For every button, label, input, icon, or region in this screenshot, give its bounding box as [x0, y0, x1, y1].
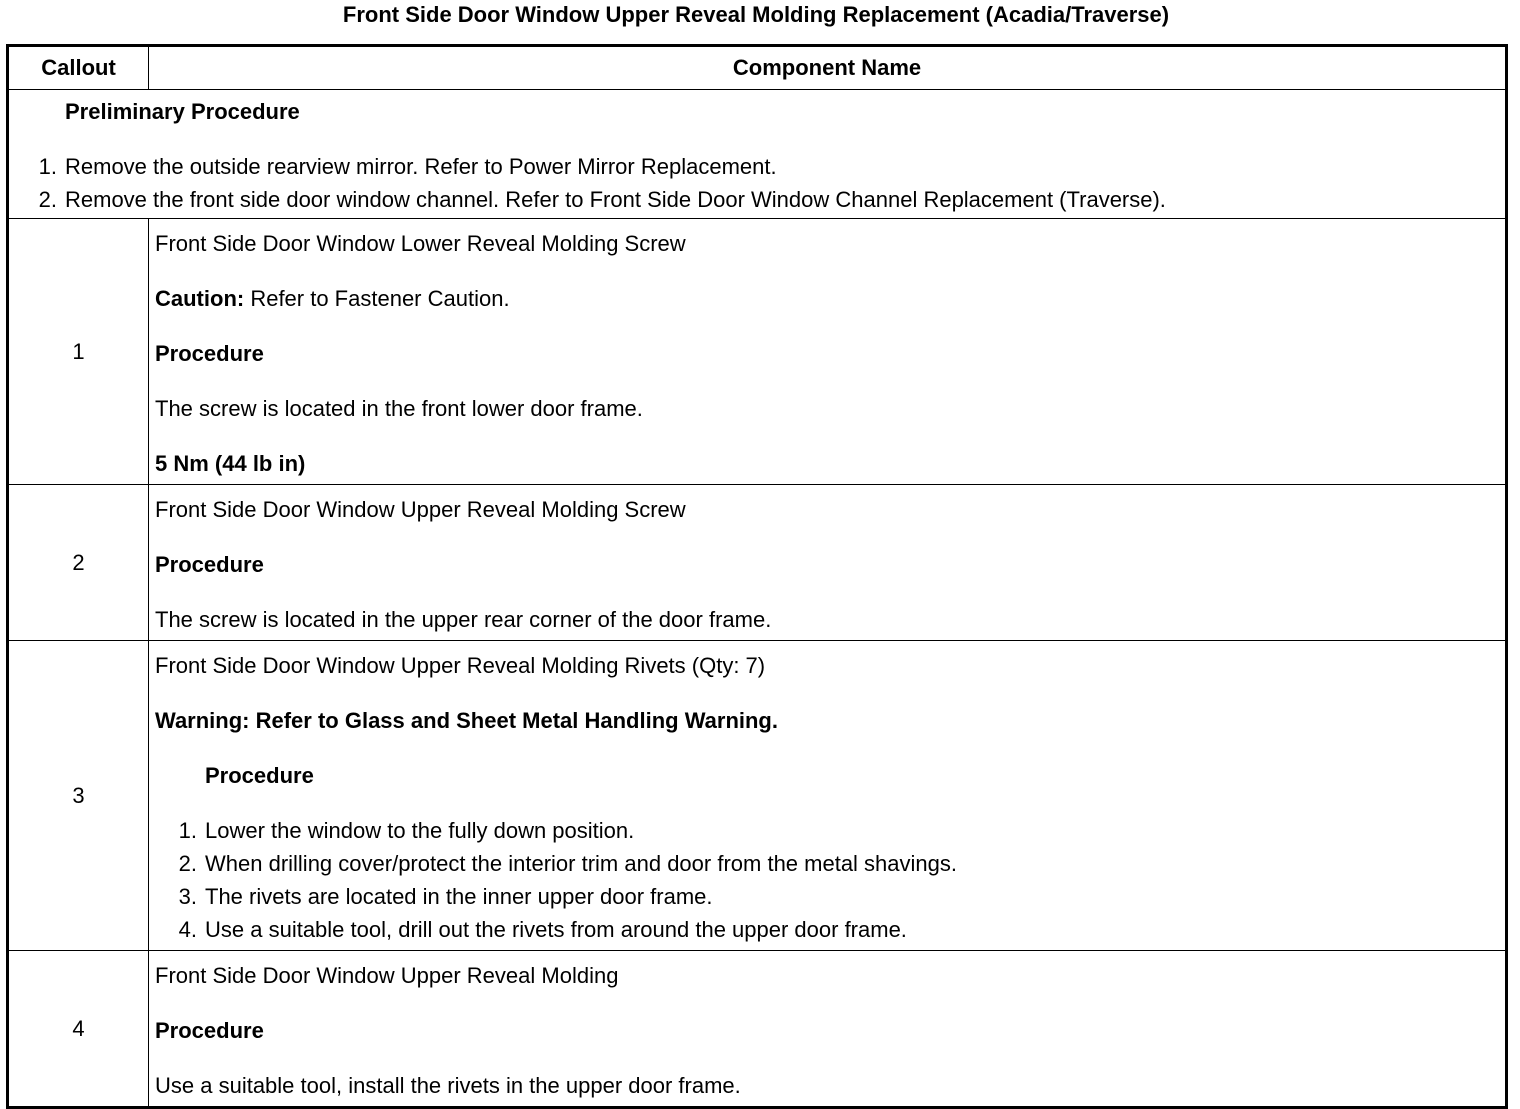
table-row — [8, 485, 1507, 641]
table-row — [8, 219, 1507, 485]
component-name: Front Side Door Window Upper Reveal Molding Rivets (Qty: 7) — [155, 653, 766, 678]
callout-number: 2 — [8, 485, 149, 641]
step-text: The rivets are located in the inner upper door frame. — [205, 884, 713, 909]
step-number: 3. — [178, 884, 197, 909]
component-name-header: Component Name — [149, 46, 1507, 90]
callout-number: 4 — [8, 951, 149, 1108]
table-header-row — [8, 46, 1507, 90]
procedure-step — [155, 847, 1499, 880]
callout-number: 3 — [8, 641, 149, 951]
component-name: Front Side Door Window Upper Reveal Molding Screw — [155, 497, 686, 522]
callout-header: Callout — [8, 46, 149, 90]
procedure-step — [155, 880, 1499, 913]
preliminary-steps — [9, 150, 1505, 216]
caution-label: Caution: — [155, 286, 245, 311]
step-number: 4. — [178, 917, 197, 942]
component-cell — [149, 485, 1507, 641]
step-number: 1. — [178, 818, 197, 843]
caution-note — [155, 282, 1499, 315]
procedure-label: Procedure — [155, 341, 264, 366]
step-number: 2. — [38, 187, 57, 212]
preliminary-step — [9, 183, 1505, 216]
procedure-text: The screw is located in the upper rear corner of the door frame. — [155, 607, 772, 632]
table-row — [8, 641, 1507, 951]
step-text: Remove the front side door window channel. Refer to Front Side Door Window Channel Replacement (Traverse). — [65, 187, 1166, 212]
procedure-step — [155, 913, 1499, 946]
step-text: Use a suitable tool, drill out the rivets from around the upper door frame. — [205, 917, 907, 942]
component-cell — [149, 641, 1507, 951]
procedure-step — [155, 814, 1499, 847]
caution-text: Refer to Fastener Caution. — [244, 286, 510, 311]
step-text: Lower the window to the fully down position. — [205, 818, 635, 843]
step-text: Remove the outside rearview mirror. Refer to Power Mirror Replacement. — [65, 154, 777, 179]
procedure-block — [155, 759, 1499, 946]
step-text: When drilling cover/protect the interior trim and door from the metal shavings. — [205, 851, 957, 876]
component-cell — [149, 219, 1507, 485]
preliminary-title: Preliminary Procedure — [65, 99, 300, 124]
preliminary-row — [8, 90, 1507, 219]
step-number: 2. — [178, 851, 197, 876]
preliminary-cell — [8, 90, 1507, 219]
callout-number: 1 — [8, 219, 149, 485]
component-name: Front Side Door Window Upper Reveal Molding — [155, 963, 619, 988]
procedure-text: The screw is located in the front lower door frame. — [155, 396, 643, 421]
torque-spec: 5 Nm (44 lb in) — [155, 451, 306, 476]
table-row — [8, 951, 1507, 1108]
component-cell — [149, 951, 1507, 1108]
procedure-text: Use a suitable tool, install the rivets in the upper door frame. — [155, 1073, 741, 1098]
procedure-table — [6, 44, 1508, 1109]
procedure-label: Procedure — [205, 763, 314, 788]
warning-note: Warning: Refer to Glass and Sheet Metal Handling Warning. — [155, 708, 778, 733]
component-name: Front Side Door Window Lower Reveal Molding Screw — [155, 231, 686, 256]
procedure-label: Procedure — [155, 552, 264, 577]
step-number: 1. — [38, 154, 57, 179]
procedure-steps — [155, 814, 1499, 946]
procedure-label: Procedure — [155, 1018, 264, 1043]
preliminary-step — [9, 150, 1505, 183]
page-title: Front Side Door Window Upper Reveal Molding Replacement (Acadia/Traverse) — [342, 2, 1170, 27]
